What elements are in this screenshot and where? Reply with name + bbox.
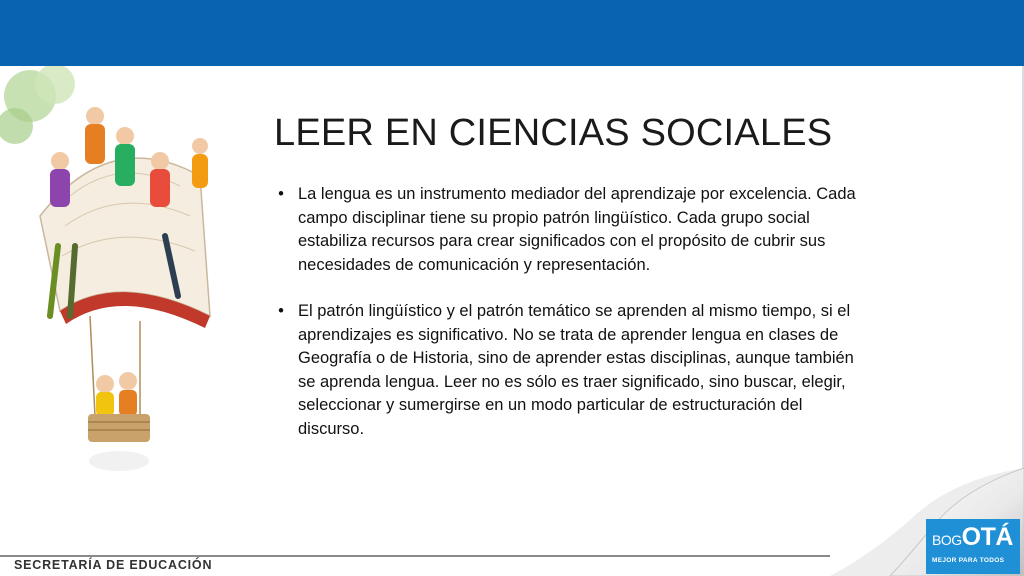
bullet-marker: • — [278, 185, 284, 203]
bullet-text: La lengua es un instrumento mediador del aprendizaje por excelencia. Cada campo disciplinar tiene su propio patrón lingüístico. Cada grupo social estabiliza recursos para crear significados con el propósito de cubrir sus necesidades de comunicación y representación. — [298, 185, 856, 274]
header-bar — [0, 0, 1024, 66]
bullet-list — [272, 183, 857, 441]
logo-word-small: BO — [932, 532, 952, 548]
bullet-item — [272, 300, 857, 441]
footer-department: SECRETARÍA DE EDUCACIÓN — [14, 558, 213, 572]
logo-word-mid: G — [951, 532, 962, 548]
logo-tagline: MEJOR PARA TODOS — [932, 557, 1005, 564]
slide-title: LEER EN CIENCIAS SOCIALES — [274, 112, 833, 154]
children-reading-book-balloon-illustration — [0, 66, 250, 486]
bogota-logo — [926, 519, 1020, 574]
bullet-item — [272, 183, 857, 277]
logo-wordmark — [932, 522, 1015, 555]
bullet-text: El patrón lingüístico y el patrón temático se aprenden al mismo tiempo, si el aprendizajes es significativo. No se trata de aprender lengua en clases de Geografía o de Historia, sino de aprender estas disciplinas, aunque también se aprenda lengua. Leer no es sólo es traer significado, sino buscar, elegir, seleccionar y sumergirse en un modo particular de estructuración del discurso. — [298, 302, 854, 438]
logo-word-big: OTÁ — [961, 523, 1013, 551]
bullet-marker: • — [278, 302, 284, 320]
footer-divider — [0, 555, 830, 557]
